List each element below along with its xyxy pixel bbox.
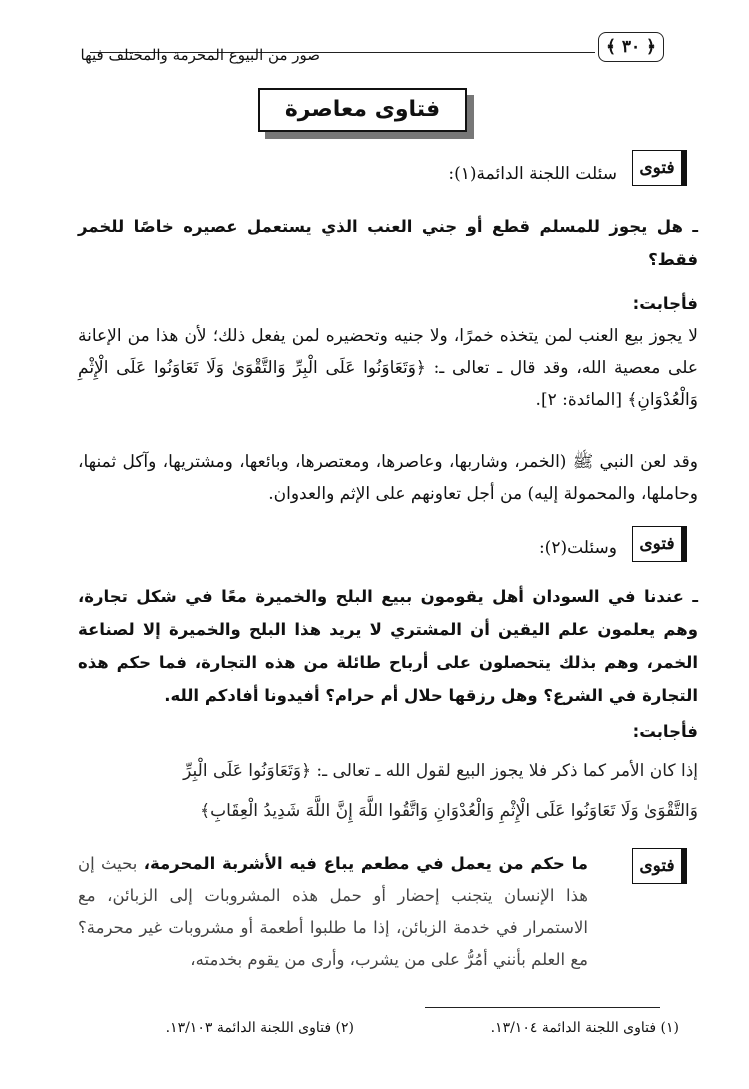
fatwa-label: فتوى (632, 526, 687, 562)
question-continuation: بحيث إن هذا الإنسان يتجنب إحضار أو حمل هذه المشروبات إلى الزبائن، مع الاستمرار في خدمة الزبائن، إذا ما طلبوا أطعمة أو مشروبات غير محرمة؟ مع العلم بأنني أمُرُّ على من يشرب، وأرى من يقوم بخدمته، (78, 854, 588, 969)
question-lead: ما حكم من يعمل في مطعم يباع فيه الأشربة المحرمة، (143, 854, 589, 873)
fatwa-intro: وسئلت(٢): (538, 538, 617, 558)
footnote: (٢) فتاوى اللجنة الدائمة ١٣/١٠٣. (165, 1020, 354, 1036)
section-title: فتاوى معاصرة (258, 88, 467, 132)
answer-label: فأجابت: (632, 722, 698, 741)
footnote: (١) فتاوى اللجنة الدائمة ١٣/١٠٤. (490, 1020, 679, 1036)
fatwa-question: ـ عندنا في السودان أهل يقومون ببيع البلح والخميرة معًا في شكل تجارة، وهم يعلمون علم اليقين أن المشتري لا يريد هذا البلح والخميرة إلا لصناعة الخمر، وهم بذلك يتحصلون على أرباح طائلة من هذه التجارة، فما حكم هذه التجارة في الشرع؟ وهل رزقها حلال أم حرام؟ أفيدونا أفادكم الله. (78, 587, 698, 705)
fatwa-label: فتوى (632, 848, 687, 884)
page-number: ﴿ ٣٠ ﴾ (598, 32, 664, 62)
fatwa-question (78, 848, 588, 976)
answer-paragraph: لا يجوز بيع العنب لمن يتخذه خمرًا، ولا جنيه وتحضيره لمن يفعل ذلك؛ لأن هذا من الإعانة على معصية الله، وقد قال ـ تعالى ـ: ﴿وَتَعَاوَنُوا عَلَى الْبِرِّ وَالتَّقْوَىٰ وَلَا تَعَاوَنُوا عَلَى الْإِثْمِ وَالْعُدْوَانِ﴾ [المائدة: ٢]. (78, 326, 698, 410)
answer-label: فأجابت: (632, 294, 698, 313)
footnote-rule (425, 1007, 660, 1008)
answer-paragraph: وقد لعن النبي ﷺ (الخمر، وشاربها، وعاصرها، ومعتصرها، وبائعها، ومشتريها، وآكل ثمنها، وحاملها، والمحمولة إليه) من أجل تعاونهم على الإثم والعدوان. (78, 452, 698, 504)
answer-line: وَالتَّقْوَىٰ وَلَا تَعَاوَنُوا عَلَى الْإِثْمِ وَالْعُدْوَانِ وَاتَّقُوا اللَّهَ إِنَّ اللَّهَ شَدِيدُ الْعِقَابِ﴾ (200, 801, 698, 821)
fatwa-question: ـ هل يجوز للمسلم قطع أو جني العنب الذي يستعمل عصيره خاصًا للخمر فقط؟ (78, 217, 698, 269)
fatwa-label: فتوى (632, 150, 687, 186)
answer-line: إذا كان الأمر كما ذكر فلا يجوز البيع لقول الله ـ تعالى ـ: ﴿وَتَعَاوَنُوا عَلَى الْبِرِّ (183, 761, 698, 781)
fatwa-intro: سئلت اللجنة الدائمة(١): (448, 164, 617, 184)
running-title: صور من البيوع المحرمة والمختلف فيها (80, 46, 320, 64)
